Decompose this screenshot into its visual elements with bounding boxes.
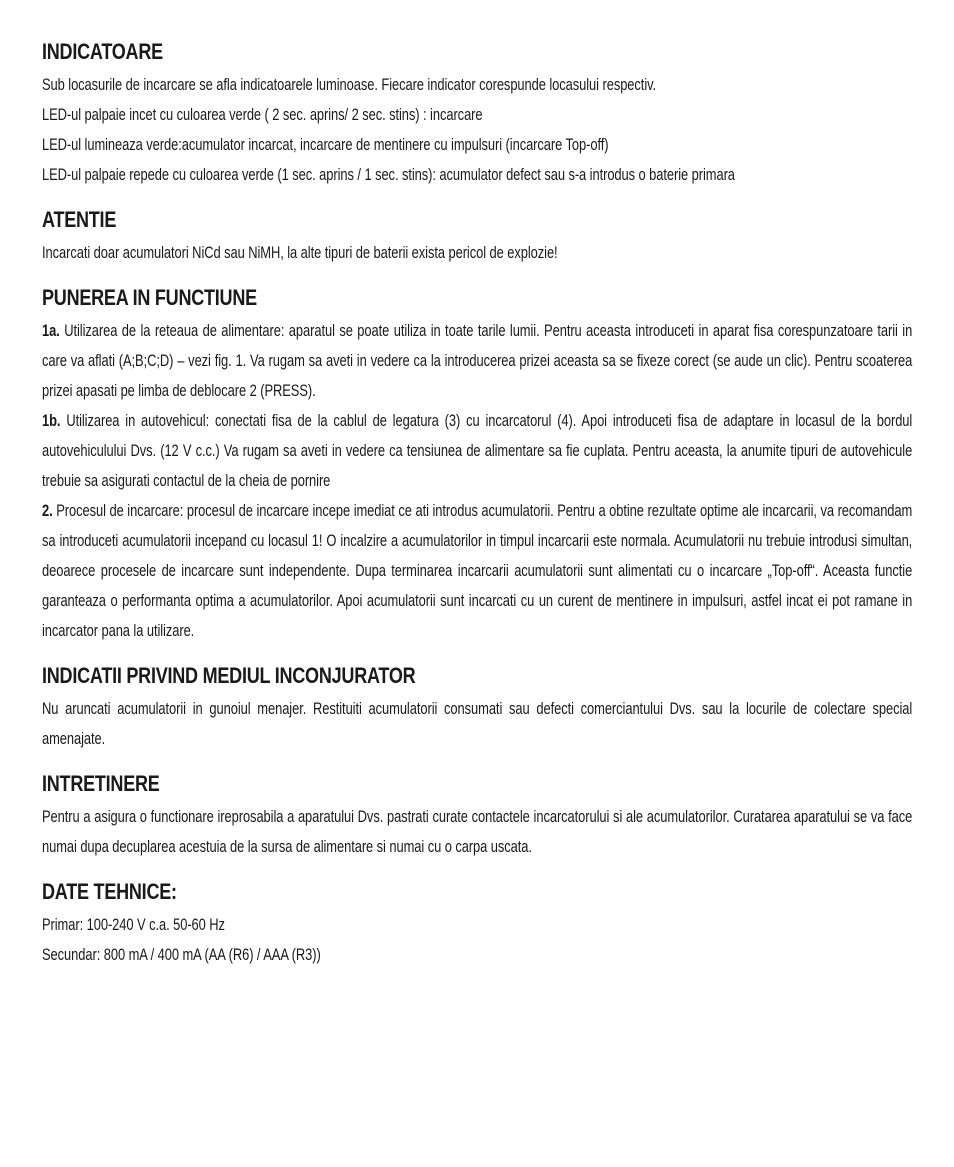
heading-mediu: INDICATII PRIVIND MEDIUL INCONJURATOR — [42, 663, 416, 688]
paragraph-intretinere — [42, 802, 912, 862]
item-number: 1b. — [42, 411, 61, 430]
item-text: Procesul de incarcare: procesul de incarcare incepe imediat ce ati introdus acumulatorii. Pentru a obtine rezultate optime ale incarcarii, va recomandam sa introduceti acumulatorii incepand cu locasul 1! O incalzire a acumulatorilor in timpul incarcarii este normala. Acumulatorii nu trebuie introdusi simultan, deoarece procesele de incarcare sunt independente. Dupa terminarea incarcarii acumulatorii sunt alimentati cu o incarcare „Top-off“. Aceasta functie garanteaza o performanta optima a acumulatorilor. Apoi acumulatorii sunt incarcati cu un curent de mentinere in impulsuri, astfel incat ei pot ramane in incarcator pana la utilizare. — [42, 501, 913, 640]
section-punerea-in-functiune — [42, 282, 912, 646]
heading-intretinere: INTRETINERE — [42, 771, 160, 796]
section-atentie — [42, 204, 912, 268]
paragraph-1b — [42, 406, 912, 496]
spec-secundar: Secundar: 800 mA / 400 mA (AA (R6) / AAA (R3)) — [42, 945, 321, 964]
paragraph-mediu — [42, 694, 912, 754]
text-line: Sub locasurile de incarcare se afla indicatoarele luminoase. Fiecare indicator corespunde locasului respectiv. — [42, 75, 657, 94]
paragraph-text: Nu aruncati acumulatorii in gunoiul menajer. Restituiti acumulatorii consumati sau defecti comerciantului Dvs. sau la locurile de colectare special amenajate. — [42, 699, 913, 748]
item-number: 2. — [42, 501, 53, 520]
item-number: 1a. — [42, 321, 60, 340]
heading-indicatoare: INDICATOARE — [42, 39, 163, 64]
spec-primar: Primar: 100-240 V c.a. 50-60 Hz — [42, 915, 225, 934]
text-line: Incarcati doar acumulatori NiCd sau NiMH, la alte tipuri de baterii exista pericol de explozie! — [42, 243, 558, 262]
text-line: LED-ul palpaie repede cu culoarea verde (1 sec. aprins / 1 sec. stins): acumulator defect sau s-a introdus o baterie primara — [42, 165, 735, 184]
section-indicatoare — [42, 36, 912, 190]
section-date-tehnice — [42, 876, 912, 970]
paragraph-2 — [42, 496, 912, 646]
heading-date-tehnice: DATE TEHNICE: — [42, 879, 177, 904]
text-line: LED-ul lumineaza verde:acumulator incarcat, incarcare de mentinere cu impulsuri (incarcare Top-off) — [42, 135, 609, 154]
text-line: LED-ul palpaie incet cu culoarea verde ( 2 sec. aprins/ 2 sec. stins) : incarcare — [42, 105, 483, 124]
paragraph-1a — [42, 316, 912, 406]
paragraph-text: Pentru a asigura o functionare ireprosabila a aparatului Dvs. pastrati curate contactele incarcatorului si ale acumulatorilor. Curatarea aparatului se va face numai dupa decuplarea acestuia de la sursa de alimentare si numai cu o carpa uscata. — [42, 807, 913, 856]
item-text: Utilizarea de la reteaua de alimentare: aparatul se poate utiliza in toate tarile lumii. Pentru aceasta introduceti in aparat fisa corespunzatoare tarii in care va aflati (A;B;C;D) – vezi fig. 1. Va rugam sa aveti in vedere ca la introducerea prizei aceasta sa se fixeze corect (se aude un clic). Pentru scoaterea prizei apasati pe limba de deblocare 2 (PRESS). — [42, 321, 913, 400]
heading-punerea: PUNEREA IN FUNCTIUNE — [42, 285, 257, 310]
section-mediu — [42, 660, 912, 754]
heading-atentie: ATENTIE — [42, 207, 117, 232]
document-page — [42, 36, 912, 984]
section-intretinere — [42, 768, 912, 862]
item-text: Utilizarea in autovehicul: conectati fisa de la cablul de legatura (3) cu incarcatorul (4). Apoi introduceti fisa de adaptare in locasul de la bordul autovehiculului Dvs. (12 V c.c.) Va rugam sa aveti in vedere ca tensiunea de alimentare sa fie cuplata. Pentru aceasta, la anumite tipuri de autovehicule trebuie sa asigurati contactul de la cheia de pornire — [42, 411, 913, 490]
